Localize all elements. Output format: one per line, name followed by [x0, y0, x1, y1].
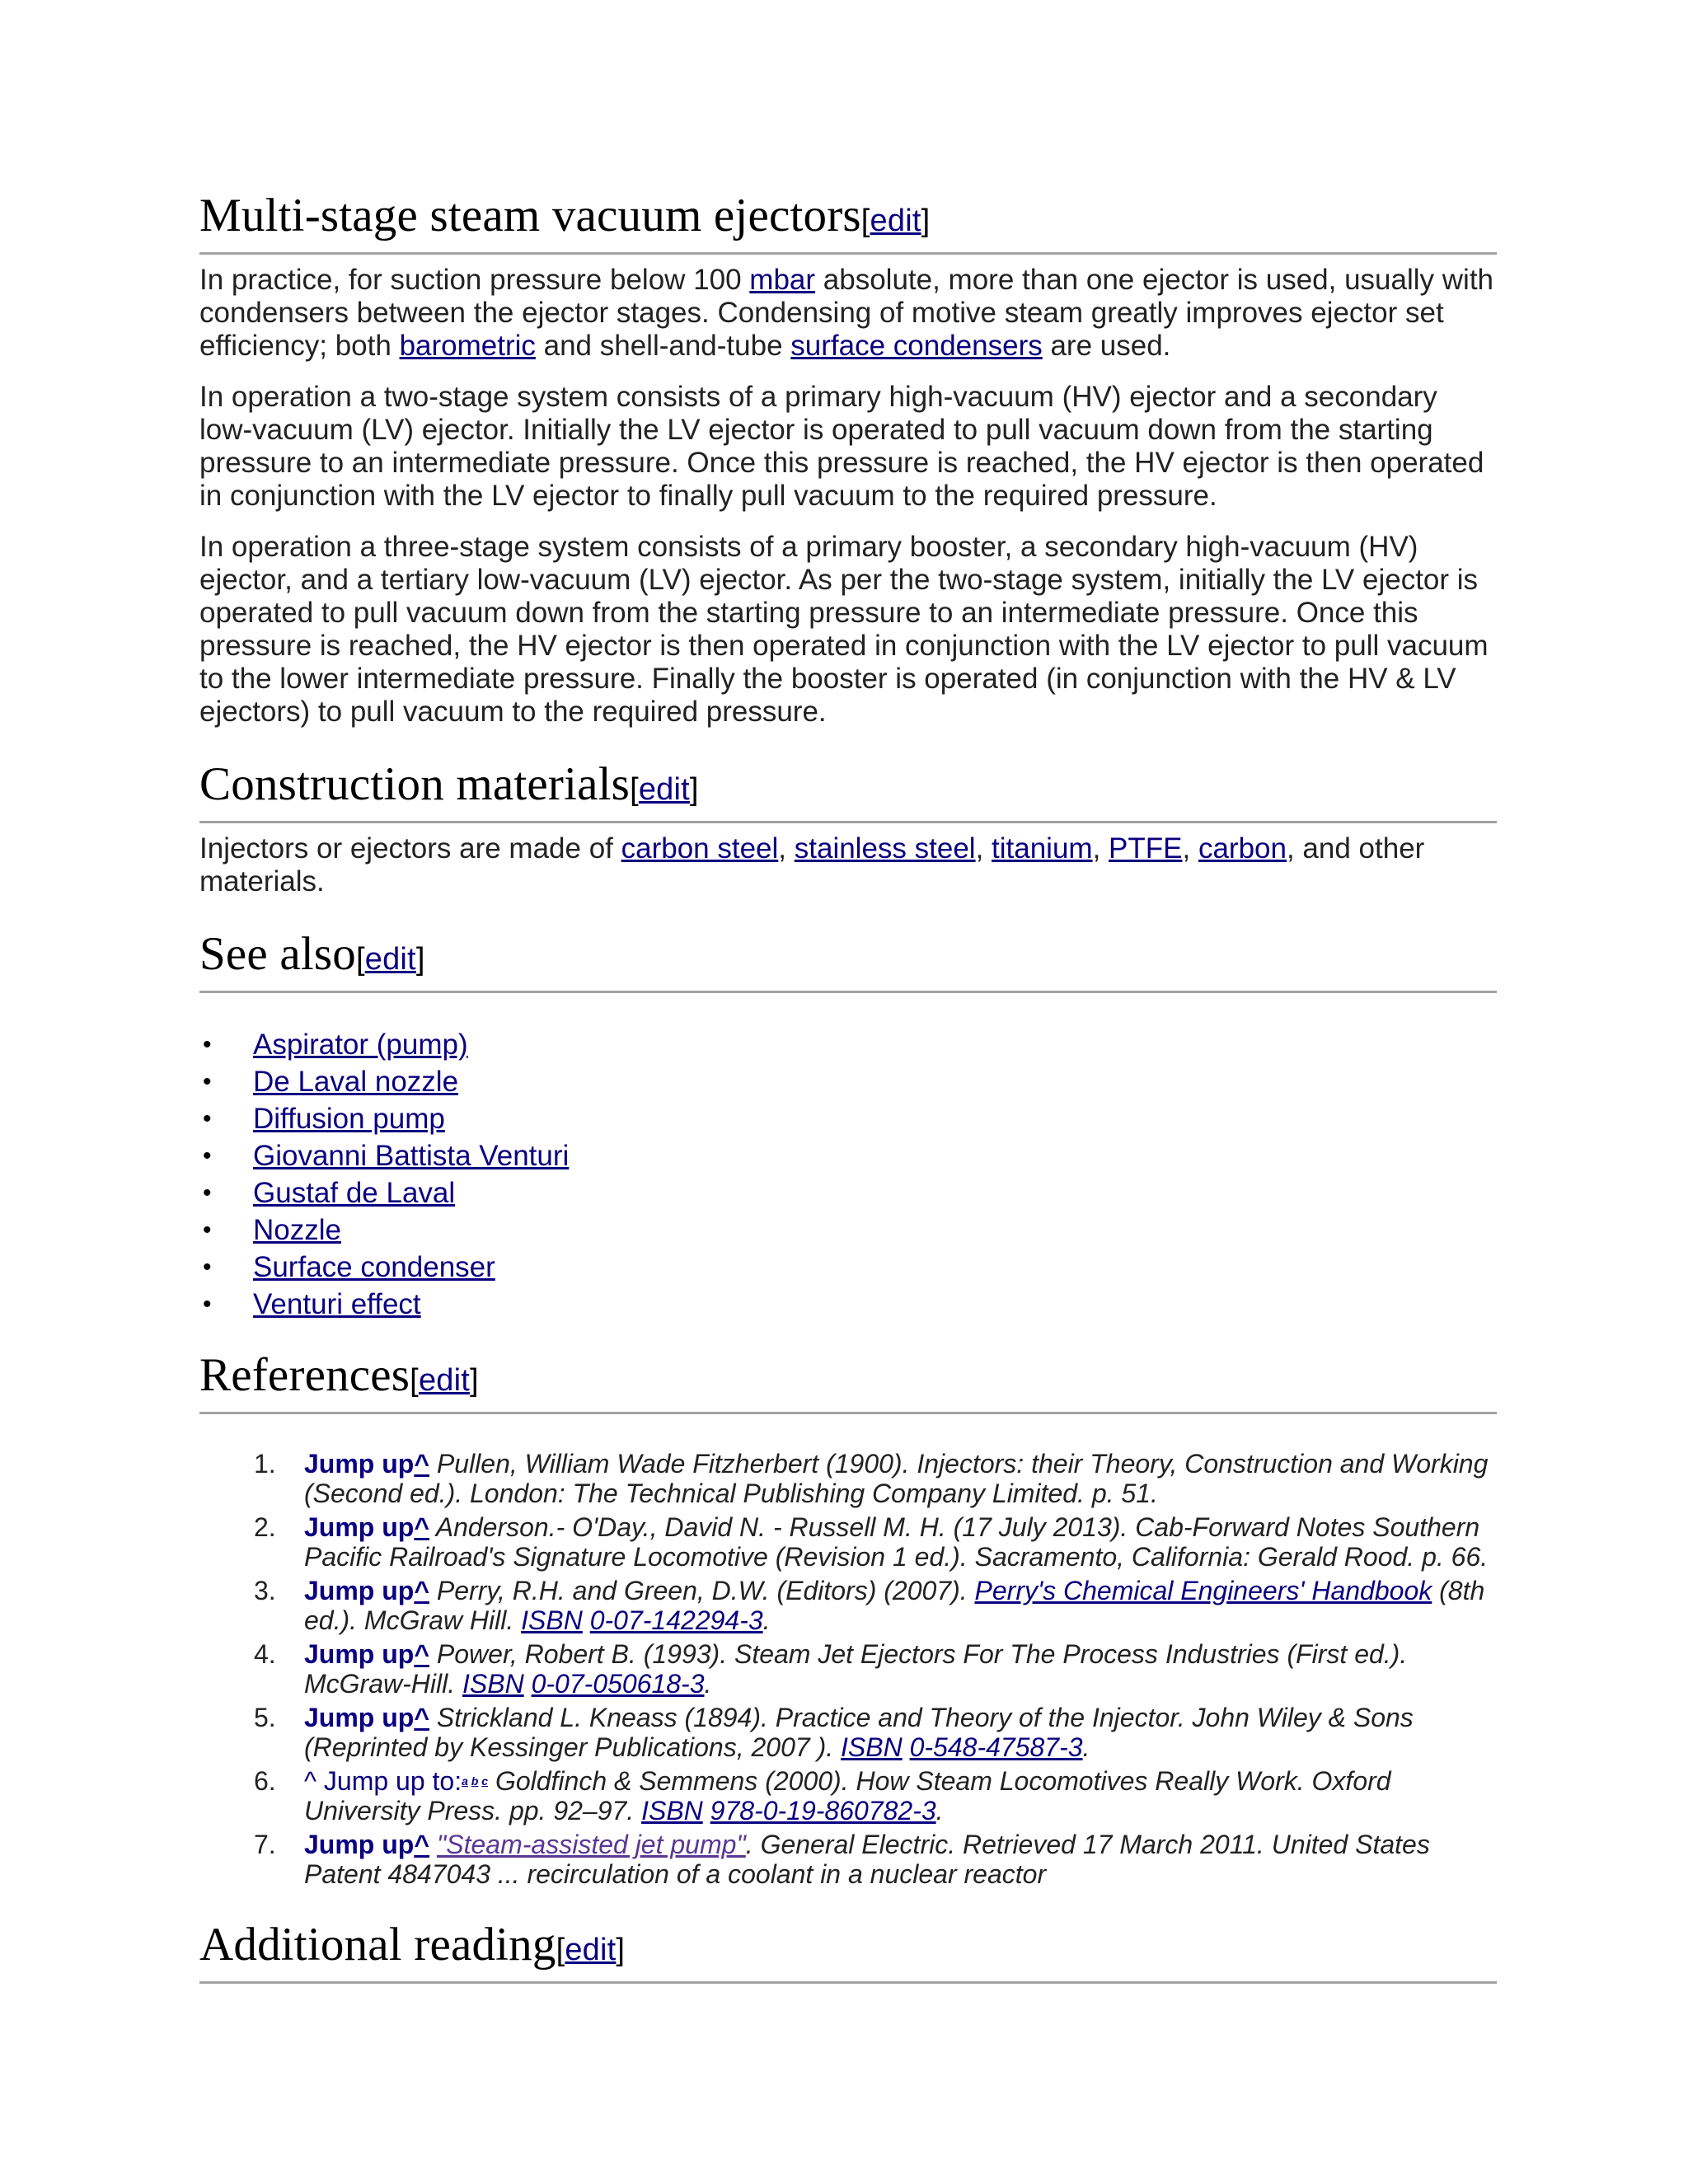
reference-item: 4. Jump up^ Power, Robert B. (1993). Steam Jet Ejectors For The Process Industries (First ed.). McGraw-Hill. ISBN 0-07-050618-3. — [254, 1639, 1408, 1699]
link-ptfe[interactable]: PTFE — [1109, 832, 1183, 865]
isbn-link[interactable]: ISBN — [641, 1796, 703, 1825]
link-carbon-steel[interactable]: carbon steel — [621, 832, 779, 865]
jump-up-link-c[interactable]: c — [481, 1774, 489, 1788]
link-barometric[interactable]: barometric — [399, 330, 536, 362]
reference-number: 1. — [254, 1449, 276, 1479]
paragraph: In practice, for suction pressure below 100 mbar absolute, more than one ejector is used, usually with condensers between the ejector stages. Condensing of motive steam greatly improves ejector set efficiency; both barometric and shell-and-tube surface condensers are used. — [199, 264, 1494, 362]
list-item — [199, 1174, 1497, 1212]
article-content — [199, 190, 1497, 1984]
isbn-number-link[interactable]: 0-07-050618-3 — [531, 1669, 705, 1699]
section-title: Multi-stage steam vacuum ejectors — [199, 190, 861, 241]
link-titanium[interactable]: titanium — [992, 832, 1093, 865]
steam-assisted-jet-pump-link[interactable]: "Steam-assisted jet pump" — [436, 1830, 746, 1859]
jump-up-link[interactable]: ^ — [414, 1512, 430, 1542]
section-heading-multistage: Multi-stage steam vacuum ejectors[edit] — [199, 190, 1497, 255]
handbook-link[interactable]: Perry's Chemical Engineers' Handbook — [974, 1576, 1432, 1605]
paragraph: In operation a two-stage system consists of a primary high-vacuum (HV) ejector and a secondary low-vacuum (LV) ejector. Initially the LV ejector is operated to pull vacuum down from the starting pressure to an intermediate pressure. Once this pressure is reached, the HV ejector is then operated in conjunction with the LV ejector to finally pull vacuum to the required pressure. — [199, 381, 1484, 512]
see-also-link[interactable]: Diffusion pump — [253, 1103, 445, 1135]
section-title: References — [199, 1349, 410, 1401]
reference-number: 6. — [254, 1766, 276, 1796]
reference-item: 3. Jump up^ Perry, R.H. and Green, D.W. (Editors) (2007). Perry's Chemical Engineers' Handbook (8th ed.). McGraw Hill. ISBN 0-07-142294-3. — [254, 1576, 1485, 1635]
list-item — [199, 1063, 1497, 1100]
see-also-link[interactable]: Surface condenser — [253, 1251, 495, 1283]
list-item — [199, 1137, 1497, 1174]
isbn-link[interactable]: ISBN — [521, 1605, 583, 1635]
references-list — [199, 1449, 1497, 1889]
reference-number: 7. — [254, 1830, 276, 1859]
jump-up-link[interactable]: ^ — [414, 1449, 430, 1479]
link-carbon[interactable]: carbon — [1198, 832, 1287, 865]
link-mbar[interactable]: mbar — [749, 264, 816, 296]
jump-up-link-a[interactable]: a — [462, 1774, 468, 1788]
list-item — [199, 1286, 1497, 1323]
jump-up-link[interactable]: ^ — [414, 1576, 430, 1605]
jump-up-link[interactable]: ^ — [414, 1639, 430, 1669]
isbn-number-link[interactable]: 0-07-142294-3 — [589, 1605, 763, 1635]
reference-number: 4. — [254, 1639, 276, 1669]
list-item — [199, 1249, 1497, 1286]
section-heading-additional-reading: Additional reading[edit] — [199, 1919, 1497, 1984]
see-also-link[interactable]: Giovanni Battista Venturi — [253, 1140, 570, 1172]
section-title: Construction materials — [199, 758, 631, 810]
see-also-link[interactable]: De Laval nozzle — [253, 1066, 459, 1098]
reference-number: 2. — [254, 1512, 276, 1542]
jump-up-link-b[interactable]: b — [471, 1774, 479, 1788]
reference-item: 1. Jump up^ Pullen, William Wade Fitzherbert (1900). Injectors: their Theory, Construction and Working (Second ed.). London: The Technical Publishing Company Limited. p. 51. — [254, 1449, 1489, 1508]
see-also-link[interactable]: Aspirator (pump) — [253, 1029, 468, 1061]
link-stainless-steel[interactable]: stainless steel — [794, 832, 976, 865]
section-heading-see-also: See also[edit] — [199, 928, 1497, 993]
reference-item: 5. Jump up^ Strickland L. Kneass (1894). Practice and Theory of the Injector. John Wiley & Sons (Reprinted by Kessinger Publications, 2007 ). ISBN 0-548-47587-3. — [254, 1703, 1414, 1762]
list-item — [199, 1212, 1497, 1249]
see-also-link[interactable]: Nozzle — [253, 1214, 341, 1246]
edit-link[interactable]: edit — [364, 942, 416, 977]
isbn-number-link[interactable]: 978-0-19-860782-3 — [710, 1796, 936, 1825]
reference-number: 3. — [254, 1576, 276, 1605]
section-title: See also — [199, 928, 356, 980]
reference-item: 7. Jump up^ "Steam-assisted jet pump". General Electric. Retrieved 17 March 2011. United States Patent 4847043 ... recirculation of a coolant in a nuclear reactor — [254, 1830, 1430, 1889]
isbn-link[interactable]: ISBN — [841, 1732, 903, 1762]
link-surface-condensers[interactable]: surface condensers — [790, 330, 1043, 362]
section-title: Additional reading — [199, 1919, 556, 1971]
see-also-link[interactable]: Gustaf de Laval — [253, 1177, 456, 1209]
list-item — [199, 1026, 1497, 1063]
jump-up-link[interactable]: ^ — [414, 1703, 430, 1732]
reference-item: 6. ^ Jump up to:$^{a b c}$ Goldfinch & Semmens (2000). How Steam Locomotives Really Work. Oxford University Press. pp. 92–97. ISBN 978-0-19-860782-3. — [254, 1766, 1391, 1825]
edit-link[interactable]: edit — [565, 1933, 617, 1967]
paragraph: In operation a three-stage system consists of a primary booster, a secondary high-vacuum (HV) ejector, and a tertiary low-vacuum (LV) ejector. As per the two-stage system, initially the LV ejector is operated to pull vacuum down from the starting pressure to an intermediate pressure. Once this pressure is reached, the HV ejector is then operated in conjunction with the LV ejector to pull vacuum to the lower intermediate pressure. Finally the booster is operated (in conjunction with the HV & LV ejectors) to pull vacuum to the required pressure. — [199, 531, 1489, 728]
see-also-link[interactable]: Venturi effect — [253, 1288, 421, 1320]
isbn-number-link[interactable]: 0-548-47587-3 — [909, 1732, 1083, 1762]
jump-up-link[interactable]: ^ — [414, 1830, 430, 1859]
section-heading-references: References[edit] — [199, 1349, 1497, 1414]
section-heading-materials: Construction materials[edit] — [199, 758, 1497, 823]
see-also-list — [199, 1026, 1497, 1323]
paragraph: Injectors or ejectors are made of carbon steel, stainless steel, titanium, PTFE, carbon, and other materials. — [199, 832, 1425, 898]
edit-link[interactable]: edit — [418, 1363, 471, 1398]
edit-link[interactable]: edit — [638, 772, 690, 807]
edit-link[interactable]: edit — [870, 204, 921, 238]
list-item — [199, 1100, 1497, 1137]
reference-number: 5. — [254, 1703, 276, 1732]
isbn-link[interactable]: ISBN — [462, 1669, 524, 1699]
reference-item: 2. Jump up^ Anderson.- O'Day., David N. - Russell M. H. (17 July 2013). Cab-Forward Notes Southern Pacific Railroad's Signature Locomotive (Revision 1 ed.). Sacramento, California: Gerald Rood. p. 66. — [254, 1512, 1489, 1572]
